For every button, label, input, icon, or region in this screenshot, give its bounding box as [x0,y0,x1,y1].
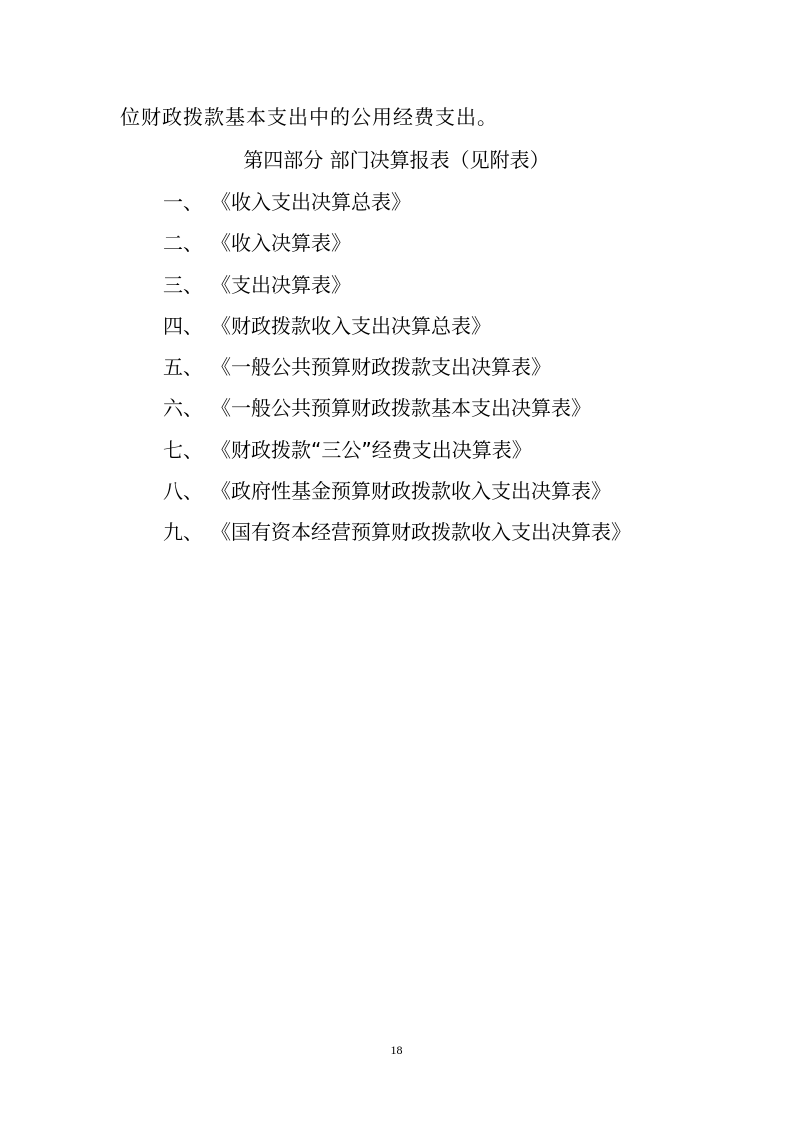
list-item-numeral: 一、 [163,190,203,214]
list-item [163,271,631,312]
list-item [163,518,631,559]
list-item-numeral: 二、 [163,231,203,256]
list-item-title: 《财政拨款“三公”经费支出决算表》 [211,437,532,462]
list-item-numeral: 五、 [163,355,203,380]
list-item-title: 《一般公共预算财政拨款基本支出决算表》 [211,396,591,421]
list-item-numeral: 六、 [163,396,203,421]
list-item [163,477,631,518]
report-table-list [163,188,631,560]
carry-over-paragraph-line: 位财政拨款基本支出中的公用经费支出。 [120,105,498,129]
list-item-numeral: 八、 [163,479,203,504]
list-item-numeral: 七、 [163,437,203,462]
list-item [163,436,631,477]
page-number: 18 [390,1043,403,1057]
list-item [163,188,631,229]
list-item [163,353,631,394]
list-item [163,312,631,353]
list-item-title: 《财政拨款收入支出决算总表》 [211,313,491,338]
list-item-numeral: 四、 [163,313,203,338]
list-item-numeral: 九、 [163,520,203,545]
section-heading: 第四部分 部门决算报表（见附表） [243,148,550,172]
list-item [163,229,631,270]
list-item-title: 《一般公共预算财政拨款支出决算表》 [211,355,551,380]
list-item-title: 《国有资本经营预算财政拨款收入支出决算表》 [211,520,631,545]
list-item [163,394,631,435]
list-item-title: 《支出决算表》 [211,272,351,297]
list-item-numeral: 三、 [163,272,203,297]
list-item-title: 《政府性基金预算财政拨款收入支出决算表》 [211,479,611,504]
list-item-title: 《收入决算表》 [211,231,351,256]
list-item-title: 《收入支出决算总表》 [211,190,411,214]
